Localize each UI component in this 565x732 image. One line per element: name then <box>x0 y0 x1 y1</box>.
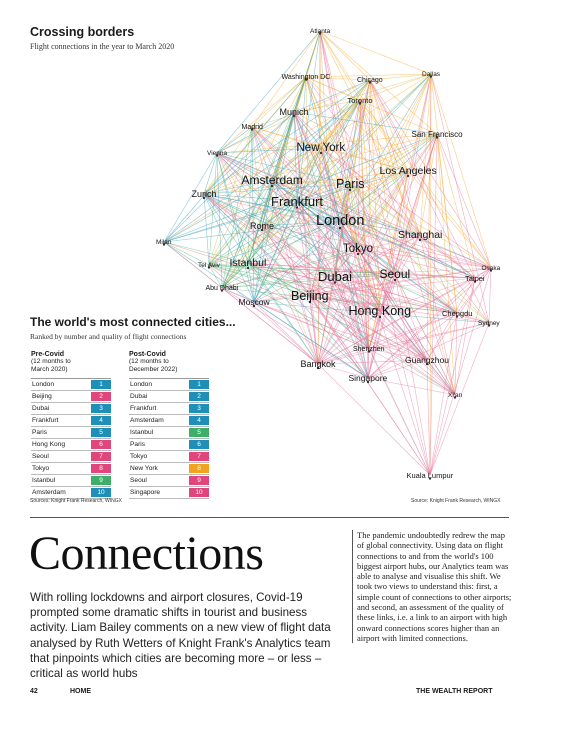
city-label: London <box>316 213 365 229</box>
section-rule <box>30 517 509 518</box>
rankings-source: Sources: Knight Frank Research, WINGX <box>30 498 122 504</box>
city-label: Kuala Lumpur <box>406 470 454 480</box>
city-label: Tokyo <box>343 243 374 255</box>
ranking-number: 8 <box>189 464 209 473</box>
ranking-row <box>129 487 209 499</box>
city-label: San Francisco <box>411 129 463 139</box>
city-label: Moscow <box>238 297 270 307</box>
ranking-city: Seoul <box>130 477 147 484</box>
ranking-city: Dubai <box>32 405 50 412</box>
ranking-city: Istanbul <box>32 477 56 484</box>
ranking-number: 9 <box>189 476 209 485</box>
city-label: Abu Dhabi <box>205 284 239 292</box>
city-label: Paris <box>336 177 365 191</box>
city-label: Istanbul <box>229 257 267 269</box>
publication-name: THE WEALTH REPORT <box>416 688 493 695</box>
city-label: Chicago <box>357 76 383 84</box>
city-label: Toronto <box>347 95 373 105</box>
ranking-row <box>31 415 111 427</box>
chart-subtitle: Flight connections in the year to March 2020 <box>30 42 175 51</box>
ranking-row <box>129 391 209 403</box>
ranking-row <box>31 475 111 487</box>
flight-link <box>209 153 217 265</box>
ranking-row <box>129 439 209 451</box>
city-label: Los Angeles <box>379 165 437 177</box>
ranking-number: 1 <box>189 380 209 389</box>
article-intro: With rolling lockdowns and airport closures, Covid-19 prompted some dramatic shifts in tourist and business activity. Liam Bailey comments on a new view of flight data analysed by Ruth Wetters of Knight Frank's Analytics team that pinpoints which cities are becoming more – or less – critical as world hubs <box>30 591 331 681</box>
pre-covid-period: (12 months to March 2020) <box>31 358 71 373</box>
city-label: Rome <box>250 221 275 231</box>
ranking-number: 4 <box>91 416 111 425</box>
ranking-city: Paris <box>130 441 146 448</box>
ranking-city: Dubai <box>130 393 148 400</box>
ranking-row <box>31 379 111 391</box>
ranking-city: Beijing <box>32 393 52 400</box>
city-label: Zurich <box>191 189 217 199</box>
rankings-subtitle: Ranked by number and quality of flight connections <box>30 332 187 341</box>
flight-link <box>310 296 430 475</box>
ranking-number: 7 <box>189 452 209 461</box>
ranking-number: 8 <box>91 464 111 473</box>
city-label: Xi'an <box>448 391 463 399</box>
chart-title: Crossing borders <box>30 25 135 39</box>
pre-covid-column <box>31 351 111 499</box>
pre-covid-heading: Pre-Covid <box>31 351 65 358</box>
ranking-city: Paris <box>32 429 48 436</box>
ranking-row <box>129 451 209 463</box>
ranking-number: 7 <box>91 452 111 461</box>
post-covid-period: (12 months to December 2022) <box>129 358 178 373</box>
ranking-number: 2 <box>189 392 209 401</box>
city-label: Guangzhou <box>405 355 449 365</box>
flight-link <box>408 171 491 268</box>
city-label: Shenzhen <box>353 345 385 353</box>
city-label: Seoul <box>379 267 411 281</box>
ranking-city: Frankfurt <box>32 417 59 424</box>
city-label: Bangkok <box>300 359 336 369</box>
city-label: Atlanta <box>310 27 331 35</box>
city-label: Dallas <box>422 70 441 78</box>
page-number: 42 <box>30 688 38 695</box>
ranking-city: Frankfurt <box>130 405 157 412</box>
ranking-number: 2 <box>91 392 111 401</box>
ranking-city: Hong Kong <box>32 441 65 448</box>
flight-link <box>489 268 491 323</box>
ranking-number: 10 <box>189 488 209 497</box>
ranking-number: 4 <box>189 416 209 425</box>
ranking-number: 1 <box>91 380 111 389</box>
ranking-city: Tokyo <box>130 453 148 460</box>
city-label: Dubai <box>318 268 352 284</box>
post-covid-heading: Post-Covid <box>129 351 166 358</box>
city-label: Sydney <box>478 319 500 327</box>
article-headline: Connections <box>29 527 264 580</box>
section-name: HOME <box>70 688 91 695</box>
post-covid-list <box>129 378 209 499</box>
flight-link <box>455 313 457 395</box>
city-label: Milan <box>156 238 172 246</box>
ranking-city: Singapore <box>130 489 161 496</box>
city-label: Osaka <box>481 264 501 272</box>
ranking-number: 5 <box>189 428 209 437</box>
city-label: Chengdu <box>442 308 473 318</box>
ranking-row <box>129 379 209 391</box>
network-source: Source: Knight Frank Research, WINGX <box>411 498 501 504</box>
city-label: Hong Kong <box>348 304 412 318</box>
ranking-row <box>129 403 209 415</box>
city-label: Frankfurt <box>271 193 324 209</box>
ranking-number: 10 <box>91 488 111 497</box>
city-label: Washington DC <box>281 73 331 81</box>
ranking-city: London <box>130 381 153 388</box>
ranking-city: Amsterdam <box>130 417 164 424</box>
flight-link <box>427 360 455 395</box>
city-label: Singapore <box>348 373 388 383</box>
city-label: Amsterdam <box>241 173 303 187</box>
city-label: Madrid <box>241 123 263 131</box>
ranking-number: 3 <box>189 404 209 413</box>
ranking-row <box>31 391 111 403</box>
city-label: Shanghai <box>398 229 443 241</box>
city-label: Tel Aviv <box>198 261 220 269</box>
flight-link <box>320 31 431 74</box>
ranking-city: New York <box>130 465 158 472</box>
ranking-city: Istanbul <box>130 429 154 436</box>
article-sidebar: The pandemic undoubtedly redrew the map of global connectivity. Using data on flight connections to and from the world's 100 biggest airport hubs, our Analytics team was able to analyse and visualise this shift. We took two views to understand this: first, a simple count of connections to other airports; and second, an assessment of the quality of these links, i.e. a link to an airport with high onward connections scores higher than an airport with limited connections. <box>352 530 514 643</box>
ranking-row <box>129 475 209 487</box>
ranking-number: 6 <box>91 440 111 449</box>
pre-covid-list <box>31 378 111 499</box>
ranking-row <box>129 463 209 475</box>
ranking-city: Tokyo <box>32 465 50 472</box>
post-covid-column <box>129 351 209 499</box>
city-label: Munich <box>279 107 309 117</box>
ranking-number: 6 <box>189 440 209 449</box>
city-label: Taipei <box>465 273 485 283</box>
ranking-row <box>31 427 111 439</box>
ranking-city: Amsterdam <box>32 489 66 496</box>
ranking-row <box>31 451 111 463</box>
ranking-number: 9 <box>91 476 111 485</box>
flight-link <box>430 134 437 475</box>
ranking-number: 5 <box>91 428 111 437</box>
ranking-row <box>129 415 209 427</box>
city-label: New York <box>296 142 346 154</box>
ranking-city: London <box>32 381 55 388</box>
city-label: Vienna <box>207 149 228 157</box>
ranking-row <box>31 463 111 475</box>
ranking-row <box>31 439 111 451</box>
ranking-row <box>31 403 111 415</box>
city-label: Beijing <box>291 289 329 303</box>
ranking-row <box>129 427 209 439</box>
ranking-number: 3 <box>91 404 111 413</box>
ranking-city: Seoul <box>32 453 49 460</box>
rankings-title: The world's most connected cities... <box>30 315 236 329</box>
